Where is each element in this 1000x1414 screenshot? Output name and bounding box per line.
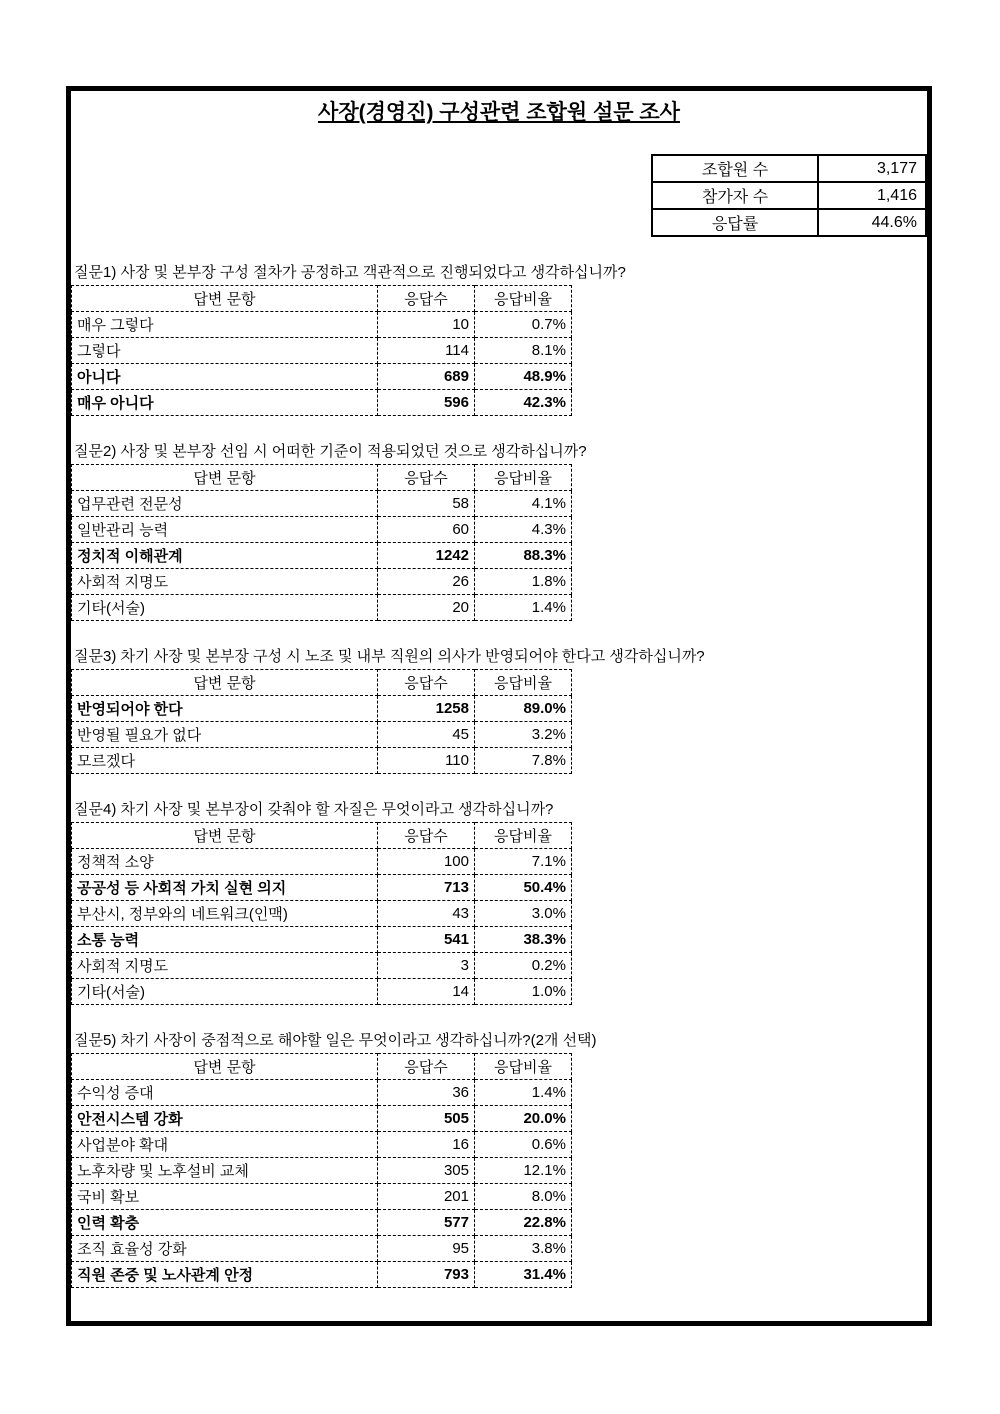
answer-ratio: 0.6% [475, 1132, 572, 1158]
answer-ratio: 48.9% [475, 364, 572, 390]
answer-column-header: 답변 문항 [72, 286, 378, 312]
answer-label: 반영되어야 한다 [72, 696, 378, 722]
answer-count: 43 [378, 901, 475, 927]
answer-table-header-row [72, 465, 572, 491]
answer-row [72, 1262, 572, 1288]
answer-ratio: 88.3% [475, 543, 572, 569]
question-section [71, 645, 927, 774]
answer-label: 소통 능력 [72, 927, 378, 953]
answer-label: 안전시스템 강화 [72, 1106, 378, 1132]
ratio-column-header: 응답비율 [475, 823, 572, 849]
stats-label: 조합원 수 [652, 155, 818, 182]
answer-count: 16 [378, 1132, 475, 1158]
answer-label: 아니다 [72, 364, 378, 390]
answer-row [72, 1210, 572, 1236]
stats-label: 응답률 [652, 209, 818, 236]
answer-count: 1242 [378, 543, 475, 569]
answer-label: 조직 효율성 강화 [72, 1236, 378, 1262]
answer-ratio: 38.3% [475, 927, 572, 953]
answer-label: 직원 존중 및 노사관계 안정 [72, 1262, 378, 1288]
answer-count: 100 [378, 849, 475, 875]
stats-value: 1,416 [818, 182, 926, 209]
answer-ratio: 3.8% [475, 1236, 572, 1262]
answer-label: 기타(서술) [72, 979, 378, 1005]
answer-count: 114 [378, 338, 475, 364]
answer-table [71, 822, 572, 1005]
answer-count: 201 [378, 1184, 475, 1210]
question-section [71, 1029, 927, 1288]
answer-row [72, 927, 572, 953]
answer-ratio: 3.0% [475, 901, 572, 927]
answer-ratio: 8.0% [475, 1184, 572, 1210]
stats-value: 3,177 [818, 155, 926, 182]
answer-label: 반영될 필요가 없다 [72, 722, 378, 748]
questions-container [71, 261, 927, 1288]
answer-count: 577 [378, 1210, 475, 1236]
question-section [71, 261, 927, 416]
answer-ratio: 7.8% [475, 748, 572, 774]
ratio-column-header: 응답비율 [475, 286, 572, 312]
answer-ratio: 50.4% [475, 875, 572, 901]
answer-label: 업무관련 전문성 [72, 491, 378, 517]
answer-ratio: 0.2% [475, 953, 572, 979]
answer-label: 사회적 지명도 [72, 569, 378, 595]
answer-ratio: 1.8% [475, 569, 572, 595]
ratio-column-header: 응답비율 [475, 465, 572, 491]
answer-label: 그렇다 [72, 338, 378, 364]
question-heading: 질문2) 사장 및 본부장 선임 시 어떠한 기준이 적용되었던 것으로 생각하십니까? [74, 443, 587, 460]
answer-label: 기타(서술) [72, 595, 378, 621]
answer-count: 110 [378, 748, 475, 774]
answer-row [72, 1236, 572, 1262]
answer-ratio: 4.3% [475, 517, 572, 543]
answer-row [72, 491, 572, 517]
answer-count: 793 [378, 1262, 475, 1288]
answer-count: 26 [378, 569, 475, 595]
answer-ratio: 1.4% [475, 1080, 572, 1106]
answer-count: 305 [378, 1158, 475, 1184]
answer-row [72, 364, 572, 390]
survey-sheet [66, 86, 932, 1326]
stats-row [652, 182, 926, 209]
answer-row [72, 696, 572, 722]
answer-ratio: 12.1% [475, 1158, 572, 1184]
answer-count: 45 [378, 722, 475, 748]
answer-row [72, 901, 572, 927]
answer-label: 수익성 증대 [72, 1080, 378, 1106]
stats-value: 44.6% [818, 209, 926, 236]
page-title: 사장(경영진) 구성관련 조합원 설문 조사 [318, 101, 680, 124]
answer-table-header-row [72, 1054, 572, 1080]
answer-label: 매우 그렇다 [72, 312, 378, 338]
ratio-column-header: 응답비율 [475, 670, 572, 696]
count-column-header: 응답수 [378, 670, 475, 696]
answer-label: 노후차량 및 노후설비 교체 [72, 1158, 378, 1184]
answer-ratio: 22.8% [475, 1210, 572, 1236]
answer-count: 36 [378, 1080, 475, 1106]
answer-count: 95 [378, 1236, 475, 1262]
answer-row [72, 312, 572, 338]
answer-table [71, 464, 572, 621]
answer-count: 3 [378, 953, 475, 979]
answer-label: 정책적 소양 [72, 849, 378, 875]
answer-table-header-row [72, 286, 572, 312]
answer-label: 모르겠다 [72, 748, 378, 774]
answer-row [72, 569, 572, 595]
question-heading: 질문3) 차기 사장 및 본부장 구성 시 노조 및 내부 직원의 의사가 반영되어야 한다고 생각하십니까? [74, 648, 705, 665]
answer-count: 58 [378, 491, 475, 517]
answer-ratio: 3.2% [475, 722, 572, 748]
question-section [71, 798, 927, 1005]
answer-row [72, 849, 572, 875]
question-heading: 질문1) 사장 및 본부장 구성 절차가 공정하고 객관적으로 진행되었다고 생각하십니까? [74, 264, 626, 281]
answer-table [71, 1053, 572, 1288]
answer-row [72, 595, 572, 621]
answer-label: 국비 확보 [72, 1184, 378, 1210]
answer-row [72, 953, 572, 979]
stats-label: 참가자 수 [652, 182, 818, 209]
answer-table-header-row [72, 670, 572, 696]
answer-column-header: 답변 문항 [72, 465, 378, 491]
question-heading: 질문5) 차기 사장이 중점적으로 해야할 일은 무엇이라고 생각하십니까?(2개 선택) [74, 1032, 597, 1049]
answer-count: 689 [378, 364, 475, 390]
answer-row [72, 748, 572, 774]
count-column-header: 응답수 [378, 286, 475, 312]
question-section [71, 440, 927, 621]
answer-label: 매우 아니다 [72, 390, 378, 416]
answer-row [72, 338, 572, 364]
answer-row [72, 1158, 572, 1184]
answer-row [72, 543, 572, 569]
answer-label: 사회적 지명도 [72, 953, 378, 979]
stats-table [651, 154, 927, 237]
answer-row [72, 517, 572, 543]
answer-ratio: 7.1% [475, 849, 572, 875]
answer-ratio: 89.0% [475, 696, 572, 722]
answer-count: 1258 [378, 696, 475, 722]
answer-table [71, 285, 572, 416]
answer-label: 부산시, 정부와의 네트워크(인맥) [72, 901, 378, 927]
answer-table-header-row [72, 823, 572, 849]
stats-row [652, 155, 926, 182]
count-column-header: 응답수 [378, 1054, 475, 1080]
answer-label: 공공성 등 사회적 가치 실현 의지 [72, 875, 378, 901]
answer-table [71, 669, 572, 774]
answer-column-header: 답변 문항 [72, 823, 378, 849]
answer-row [72, 1184, 572, 1210]
answer-ratio: 1.0% [475, 979, 572, 1005]
answer-column-header: 답변 문항 [72, 1054, 378, 1080]
answer-label: 정치적 이해관계 [72, 543, 378, 569]
answer-count: 713 [378, 875, 475, 901]
answer-count: 20 [378, 595, 475, 621]
answer-count: 541 [378, 927, 475, 953]
answer-count: 14 [378, 979, 475, 1005]
answer-ratio: 1.4% [475, 595, 572, 621]
answer-column-header: 답변 문항 [72, 670, 378, 696]
answer-ratio: 42.3% [475, 390, 572, 416]
answer-row [72, 390, 572, 416]
answer-row [72, 1106, 572, 1132]
answer-ratio: 0.7% [475, 312, 572, 338]
answer-ratio: 20.0% [475, 1106, 572, 1132]
answer-count: 596 [378, 390, 475, 416]
answer-row [72, 875, 572, 901]
count-column-header: 응답수 [378, 465, 475, 491]
answer-count: 10 [378, 312, 475, 338]
answer-ratio: 31.4% [475, 1262, 572, 1288]
count-column-header: 응답수 [378, 823, 475, 849]
answer-row [72, 1080, 572, 1106]
stats-row [652, 209, 926, 236]
answer-label: 사업분야 확대 [72, 1132, 378, 1158]
answer-count: 60 [378, 517, 475, 543]
answer-row [72, 979, 572, 1005]
answer-row [72, 722, 572, 748]
question-heading: 질문4) 차기 사장 및 본부장이 갖춰야 할 자질은 무엇이라고 생각하십니까? [74, 801, 554, 818]
answer-label: 인력 확충 [72, 1210, 378, 1236]
answer-label: 일반관리 능력 [72, 517, 378, 543]
answer-ratio: 4.1% [475, 491, 572, 517]
answer-row [72, 1132, 572, 1158]
answer-count: 505 [378, 1106, 475, 1132]
answer-ratio: 8.1% [475, 338, 572, 364]
ratio-column-header: 응답비율 [475, 1054, 572, 1080]
